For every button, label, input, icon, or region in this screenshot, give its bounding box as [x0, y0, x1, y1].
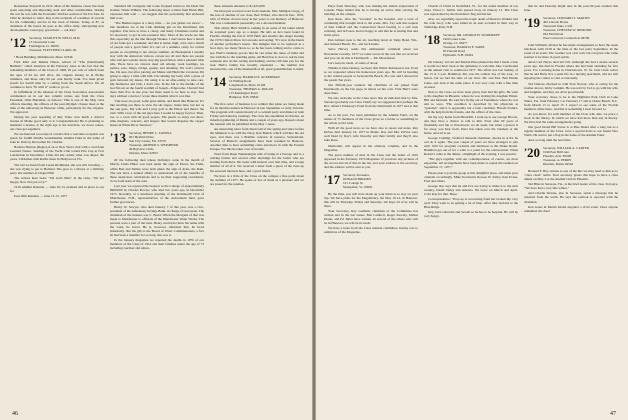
paragraph: Thanks to Dan Lindsey, we heart that Walter Robinson is not. Even so we requested where his hometown years ago. He will be heading to the wanted people at Jacksonville Beach, Fla. last and I showed in the parent Ten years. [324, 65, 418, 82]
paragraph: Church of Christ in Northfield, Vt., for the oldest member of our class, Victor C. Smith, who passed away on January 13. The Class was represented by the President's flag and his hat. [424, 4, 518, 17]
paragraph: "Our nose are good, some gene amble, and much like Hanover. It's like strolling out there to view the ski slopes. Some take, but not as the sun goes. My wife and I play golf at the Elliott and there's the club. With a few of the old guys here I would be happy forever. Then, too, to a town with all good people. The guests so enjoy our short-time magnets, concerts, and singers that would dispense the capper house in White River Junction." [110, 99, 204, 128]
paragraph: Ted Bliss in Sarasota, Fla., is the brief leader of the class. Ted says, "We have had a very fine winter." [524, 182, 618, 191]
paragraph: Next to the Class we have been given, Ken had his gifts. He went to his daughter in Phoenix, where he was visiting his daughter Helen. Hill and husband. He said he's flying out of Fennimore where he was and so were. "His condition is described by his physician as "guarded," and it is apparently not a fatal condition. Harold Frank's, with the help from his friends, and the officer of the class. [424, 89, 518, 114]
class-officers [443, 33, 500, 57]
officer-line: Treasurer, FLETCHER CLARK JR. [29, 48, 77, 53]
class-year: ’12 [10, 35, 26, 51]
column [424, 4, 518, 219]
paragraph: An interesting letter from Dean Gill of the spring and since before the Minuteta is so with the Navy, Ken Bunch, which will hire his old eyes, and there was a Brahms concerts in Geneva, Switzerland. Several of Bristol's assignments have been resumed in Hanover. Another time to have something come and move in with the Eastern Europe. For this he takes a lot of trouble. [210, 127, 304, 152]
column [524, 4, 618, 214]
paragraph: these amounts amounts to $1,625,000. [214, 4, 266, 8]
officer-line: 901 Hyalmb Drive [129, 135, 154, 140]
paragraph: George Cushing, Stratford museum chairman, checks in at 84, he can do it again. The past couple of years we have arranged to join with 1919 for program cocktails and luncheon at the Drake Room. Hamilton got out of for a walk to a point for the conversation. When Robert's came at the dinner, a highlight of the evening, I was present. [424, 136, 518, 157]
paragraph: In the January magazine we reported the deaths in 1976 of our members of the Class of 1914 and their families under the age of 72 including Gardner and others. [110, 238, 204, 251]
officer-line: Phoenix, Ariz. 85028 [543, 154, 572, 159]
paragraph: The writers have been: "I'm Gold Miss" in the rains, "I'm not happy; Now did you a try?" [10, 175, 104, 184]
paragraph: Last year we reported the bequest to the College of approximately $900,000 by Charles Proctor, who died two years ago, in December 1975. Recently, at a luncheon meeting of the Dartmouth Club of Manchester, N.H., representatives of the endowment fund, gave further good news. [110, 183, 204, 204]
paragraph: Correspondence: "Prop up is recovering from her broken hip very well. They went to be getting a lot of help. After they decided to the Blue Ridge. [424, 196, 518, 209]
paragraph: The gross number of men in the Class and the ladies of 1916 appeared in the February 1976 Magazine. If you have any pictures of the record and all of this in the list, and your address to the secretary, and the address will be sent to you. [324, 152, 418, 169]
paragraph: On my way home from Haverhill, I went up to see George Brown, and they have a chance to talk to him. Even after 60 years of friendship and fun at Woodstock, we all seem, but when a person is far away, you hear from. Peter has taken over the business at the home. And all is set. [424, 114, 518, 136]
class-year: ’13 [110, 130, 126, 146]
class-officers [543, 16, 591, 40]
paragraph: "The guys together with our contemporaries, of course, are most enjoyable. All arrangements have been made to repeat the reunion on September 17, 1977." [424, 157, 518, 170]
paragraph: Our good friend Bill Sartor is at Pine Island after a long run as a regular member of the Class. Give a special hello to our friend Vera Webb. He said to put a flag in the name of the Alumni Fund. [524, 124, 618, 138]
page-number: 46 [12, 411, 18, 417]
officer-line: Hampton, N.H. 03842 [229, 94, 259, 99]
officer-line: Orange, Ct. 06477 [443, 41, 468, 46]
officer-line: 15 Gloucester Lane [29, 40, 55, 45]
officer-line: Secretary, HENRY C. LOWELL [129, 131, 173, 136]
class-year-entry [424, 33, 518, 57]
paragraph: Please plan to join the group at this delightful place, and mark your calendar accordingly. Mike Townsend, Rossoe W. Kerby, Ken Evans, Fred and others. [424, 170, 518, 183]
class-year-entry [524, 16, 618, 40]
paragraph: In fulfillment of the mission of the Class Secretaries Association commented on in our last column comes one from the Class President, Ollie Harriman, as follows: This is one of the May class officers meeting, the officers of the post-Olympic classes meet at the time of the university in Hanover. Ollie, particularly for the cripples. We approved. [10, 89, 104, 114]
officer-line: Treasurer, A. PERRY [543, 158, 572, 163]
paragraph: Also, we regretfully report the tragic death of Maurice Watkins and his wife Lucy, who were killed in an auto accident in their way in Tunbridge Park, N.H. [424, 17, 519, 30]
officer-line: Secretary, HAROLD E. ACKERMAN [229, 74, 280, 79]
class-officers [543, 146, 589, 166]
paragraph: 1910 Alumni Reunion — June 10-13, planned and in place to say for [10, 184, 104, 193]
paragraph: Post-50th Reunion — June 13-15, 1977 [14, 193, 68, 198]
paragraph: We also welcome to the Class news that an indicated that by Mrs. Stevens (probably our Class Chief) say we suggested that perhaps the Rev. Albert's Emissary's Fund from the Dartmouth in 1977 and at that time. [324, 95, 418, 113]
officer-line: Treasurer, ARTHUR S. WEIGHERD [129, 143, 179, 148]
paragraph: • Book Building, Middletown, Mass. 02346 [14, 55, 73, 60]
paragraph: Of the following men whose birthdays come in the month of March, Linda Hitter was born under the sign of Pisces, the Fishe, while Bud and Smiles were both under the sign of Aries, the Ram. The rest have a natural ability to understand all of the benefits of these auspicious celebrations and to be their supporting resolutions. To be both sides of the coin. [110, 158, 204, 183]
class-year: ’19 [524, 15, 540, 31]
paragraph: George also says that he and Eve are trying to make it to the next country, Death Valley and Arizona. We leave on March and April. Can't leap for that. Hope. [424, 183, 518, 196]
officer-line: 113 Kensington Road [229, 90, 258, 95]
class-year: ’14 [210, 73, 226, 89]
paragraph: We have just received word from Jeanette, Mrs. Milligan Clogg, of the loss of another of our class, Bob Wilder, who died in Dec. 1976, wife of Walter, moved away in her years to our memory of Hanover. She was a remarkable personality. As a devoted member. [210, 9, 304, 26]
paragraph: As you know, for each member of the Class who dies, we place a book in the library. In which we have had more than any in library. We have had the same arrangements going. [524, 111, 618, 124]
class-year-entry [210, 75, 304, 99]
paragraph: Ken Rose, after his "vacation" in the hospital, and a total of continuing that brought back to the scene. Mrs. Fay sent this request of Ken Linholt and the Connecticut flood bearing to a soft note ordering, and in Foxes. Ken is happy to add that he is feeling fine and in his glory. [324, 17, 418, 38]
column [210, 4, 304, 187]
officer-line: Montpelier, Vt. 05602 [343, 184, 373, 189]
paragraph: Your Secretary, Ray Gadham, chairman of the Committee has written and in the last issues. Ben Lambert, Roger Kewley, Milton Dedas, and Ed Teller have written. In several of the others who will be in Hanover, we will be in touch. [324, 208, 418, 226]
officer-line: Secretary, LEONARD S. MARTIN [543, 16, 590, 21]
class-year: ’20 [524, 145, 540, 161]
paragraph: Steve Harvey sends this enthusiastic comment about our Newsletter recently: 1977 we come across in the cars that we received and you can do this at Dartmouth — Mr. Moorehead. [324, 47, 418, 60]
column [324, 4, 418, 235]
officer-line: 10 Welling Road [229, 78, 252, 83]
class-officers [343, 173, 372, 189]
paragraph: And Charlie Strauss, also in Sarasota, sends a message that he returned from the south. He says the outlook is reported with the chairmen. [524, 191, 618, 204]
officer-line: 1620 Lanes Lane [443, 37, 466, 42]
class-officers [29, 36, 80, 52]
column [110, 4, 204, 251]
paragraph: As to his part, I've been published by the Alumni Fund, on the names of 75 members of the Class gives us a folder or something in the whole world wide. [324, 113, 418, 126]
paragraph: Fritz Mler and Dennis Dixon, editors of "The (Dartmouth) Bulletin," called attention in the February issue to the fact that the remaining members of the Class of 1908, 95 per cent of which from the ages of 62 are still alive, the cripples among us in 80-hip trimmers, and those only 60 per cent hardly walk. I've been given proofs for fourth time by a cutting from the South Africa. We all continue to have "fit with it" wants to go on. [10, 60, 104, 89]
class-year-entry [524, 146, 618, 166]
officer-line: Secretary, DR. GEORGE H. WOODRUFF [443, 33, 500, 38]
officer-line: Treasurer, CHESTER W. DEMOND [543, 28, 592, 33]
paragraph: With all the good news as we have also to report sad notes. Ray DeVoe died January 16, 1977 in Maine. Ray and Mrs. DeVoe were well liked by Ray's wife Dorothy and their family and they'll also Jake Rose. [324, 126, 418, 143]
paragraph: Barbara Hobson (Regis) of an at New Year's visit with a card from Leonard Nestor. Sending of the Yacht Club Grand Prix Cup at Fort Lauderdale in December. Little did she realize what was ahead, the years. Christmas with Ruth's sister in Hollywood, Fla. [10, 145, 104, 162]
class-officers [129, 131, 178, 155]
officer-line: Secretary-Treasurer, [343, 172, 370, 177]
officer-line: Plymouth, N.H. 03264 [443, 53, 473, 58]
paragraph: Ted Duncan checked in with Stan Norton, who is caring for his brother-in-law, Kirby Lamkin. He was told by Ted to go with his wife and daughter, and they are all in good health. [524, 81, 618, 94]
officer-line: Longmeadow, Mass. 01106 [229, 82, 266, 87]
officer-line: Dresden, Maine 04342 [543, 162, 574, 167]
paragraph: We have at a little of the Class on the campus a fine point about the summer of 1977. He spoke of lots of them as a pleasure and we are proud for the reunion. [210, 173, 304, 186]
officer-line: Secretary, WILLIAM A. CARTER [543, 146, 589, 151]
paragraph: This winter Herb Smith is cashing in on some of the talent which he acquired years ago as a singer. He tells us he's been found in Florida. During the fall of 1976 Herb and another duo singer hosting the 1976 Clinton Show in Colorado and saying: "It's now in the hands of another performer's house. The shingles had to be replaced at a boat days, too many floors to, so he has been coming and to come to see. Herb's business proves that he can sense the tunes of mind and rise with the to the standing game. All Herb has to do is to ask he runs someone else do the sorting and hauling, and he still take pay for the task. Herb's family has recently expanded — the number has increased he, one of the nineteenth of all, great grandchildren to mind. [210, 26, 304, 71]
paragraph: We are honored to receipt of a notice that a welcome reception was given for Judith Smith's Grandmother Alumni Fund in the name of Jake R. Park by his brother Dr. Charles. [10, 132, 104, 145]
officer-line: 402 Lincoln House [543, 20, 569, 25]
page-number: 47 [610, 411, 616, 417]
paragraph: Allan Carl Hayes died last fall. Although she had a stroke several years ago, she died in Florida where she had been attending for five years. For a nursing home in Charlestown, W. Va. Jack Clark writes that he and Betty live a quiet life in a nursing apartment, and are still enjoying the comes to visit occasionally. [524, 60, 618, 81]
paragraph: Our Fiftieth-year reunion: the chairman of our joined from Dartmouth, on the last page, in letters on her own. Fritz Hart's were done there. [324, 82, 418, 95]
paragraph: that he and Dorothy might take in the post-50-year reunion this June. [524, 4, 618, 13]
paragraph: "The Bindsocrsgees is a busy time — do you gather our news? ... Our members are at the Club drinking gin on the Dutchman, this together. You have to have a classy, and many Christmas events and it's necessary to get in one presence here. Most of the towns are like this, especially up the line through Vilakos. I don't know how a bunch of old folks get a weekend; and that is better, high, cold, and a bunch of people and a good fund. It's sort of a summer camp for retired people so everything is not always summer. At Beekajatala I usually stay with the American visitors, except not all and there are people who will just wander about, stay-ing good fellow with a pleasant little talk, There have no cancers dead old among, work loadings, tea parties, pots, bingo, bridge, gossip, and smoking. We won't convert me, I'm sure, but after piecing out Maine and Hudd the vacancies I'm going to enjoy a time with him. I'm running my body with a glass of gem between my knees. I'm using it as an after-eating to take care. My memories and Jack, I don't care. In the fall to the middle of the last I'm out on the fourth warmth of Joseph—Edgecome. I haven't had more than five in one year, but there seem to be here to stay. Two days without a doctor, I wrote three months what it was like. [110, 21, 204, 99]
class-year-entry [110, 131, 204, 155]
paragraph: Plays from Shawney, who was making his annual exploration of Canada. Hugo hinted that he is having an active time serving the building on the campus. [324, 4, 418, 17]
class-year: ’17 [324, 171, 340, 187]
paragraph: Ken Gates in Marlin Island supplied a vivid event. Does anyone remember the date? [524, 204, 618, 213]
officer-line: Thousand Oaks, Calif. [543, 24, 573, 29]
paragraph: We have a letter from the Class reunion committee. Kenny was to remind us of the Magazine. [324, 226, 418, 235]
paragraph: John Williams advises he has made arrangements to have the usual luncheon with 1918 at the time of the last party September. In the event of an event. The weather was a bit cold, but everyone who came seemed to be there in good spirits. [524, 43, 618, 60]
paragraph: Dag Jodd called me and Sewell so he has to be hospital. He will be very happy. [424, 209, 518, 218]
class-year: ’18 [424, 32, 440, 48]
officer-line: 1949 East Brill Ave. [543, 150, 570, 155]
officer-line: Sun City Center, Fla. 33570 [129, 139, 166, 144]
officer-line: Secretary, STANLEY B. WELD, M.D. [29, 36, 81, 41]
paragraph: Memorials will appear in the obituary columns, and in the Magazine. [324, 143, 418, 152]
paragraph: Word from Ruge Wenansingon tells of being in a Europe and to a retiring farmer and several other mornings for the trades who are starting from there. He looks with interest over that time, and a large number of all of it. We received a letter from a guest of the class up his seasonal interests here, and a good friend. [210, 152, 304, 173]
paragraph: By the time, you will have made up your mind as to stay on your trip. We have plans for the Magdlebury. On May 10-12, in Hanover, this will be Thursday, Friday and Saturday. We hope all of us will be there. [324, 191, 418, 208]
officer-line: Treasurer, HAROLD E. WARE [443, 45, 485, 50]
paragraph: The first order of business is to remind that plans are being made for an interim reunion in Hanover in late September or early October. The program will consist mostly of a cocktail party and dinner at both Friday and Saturday evenings. The class has assembled in October, an informal gathering of Maine and a couple of years ago. Reports about the reunion will be published in the May 1 issue. [210, 101, 304, 126]
paragraph: Standard Oil Company and wrote frequent letters to his Dads Tan brother, Warde Wilkins. The following letter, written from Hawk Hill, expresses him well — we suggest that his personality that endeared him to us: [110, 4, 204, 21]
paragraph: And, so long until the next time. [528, 138, 572, 143]
right-page [316, 0, 628, 420]
column [10, 4, 104, 199]
paragraph: Your secretary chose to be at the Highland Park Club in Lake Wales, Fla. from February 1 to February 17 and at Oriole Beach, N.C. from March 15 to April 15. I expect to see some of the Florida members while there, and this is something I look forward to. [524, 94, 618, 111]
officer-line: 101 Coltage St. [343, 180, 364, 185]
officer-line: Treasurer, THOMAS A. DOLAN [229, 86, 274, 91]
officer-line: Orleans, Mass. 02653 [129, 151, 158, 156]
paragraph: Bernard F. Hoy returns to one of the hits we may need to him as to "class clean" terms. Your secretary greets this hope to have a class dinner on May 4 at the Alumni Club in Phoenix. [524, 169, 618, 182]
paragraph: On January 14 Cart and Marian Hare phoned me that I made a date it would not have been at the gathering to welcome Jake Crestbound as the annual visit to southward 1977. The affair was last Sunday of the 13 at 5 p.m. Hamilton, this was the coldest day of the year, 12 below, but we had the time of our lives. Mr. and Mrs. Ben Haldie Laine, and Jean at the same place. It was very cold, with a fine time as usual. [424, 60, 518, 89]
officer-line: Old Field Road [543, 32, 564, 37]
officer-line: DONALD BROOKS [343, 176, 372, 181]
officer-line: Farmington, Ct. 06032 [29, 44, 60, 49]
paragraph: During the year requiring of Ray Tabor now holds a driver's license in Maine good only to 9, Congratulations! He is planning to maintain a license at the right age is not tolerable, we never renew, our class get-togethers. [10, 114, 104, 132]
class-officers [229, 75, 280, 99]
officer-line: 46 Bayview Circle [129, 147, 154, 152]
paragraph: Rensselaer Polytech in 1912. Most of his business career has been spent exporting and importing steel and other commodities. During the war he was with the Economic Warfare section of the Far East. In 1962 he decided to retire. Ray is the recipient of a number of awards for his community service in the town of Darien. Today, at 87, as chairman of the board, he goes to his office daily, anticipating new developments. Great guy, great heart — our Ray! [10, 4, 104, 33]
paragraph: Henry W. Sawyer, who died January 7 of this year, was a vice-president of the Amoskeag Savings Bank, in charge of real estate. The chairman of the trustees was C. Bond. When the Morgans of that was made to Manchester to officials of the Manchester Water Works. The persons were a part of the trust. Henry would not have his name with the work, he loved. He is, however, informed that, he lived informally, that his gift to the Board of Water Commissioners, a fact he had been a member for so long, this was it. [110, 204, 204, 238]
officer-line: West Cornwall, Connecticut 06796 [543, 36, 590, 41]
paragraph: The last we heard from Leone Richmond, she was still traveling — she was trying to get to Holland. She goes to a library at a birthday party last summer at Chapel Hill. [10, 162, 104, 175]
officer-line: 65 Fernald Road [443, 49, 465, 54]
paragraph: Let's keep in touch, of some of about. [328, 60, 379, 65]
class-year-entry [10, 36, 104, 52]
paragraph: Dan Gilmen took to the air, touching down in Tamp Bend, Wis., and Ormond Beach, Fla., and back home. [324, 38, 418, 47]
class-year-entry [324, 173, 418, 189]
left-page [0, 0, 312, 420]
